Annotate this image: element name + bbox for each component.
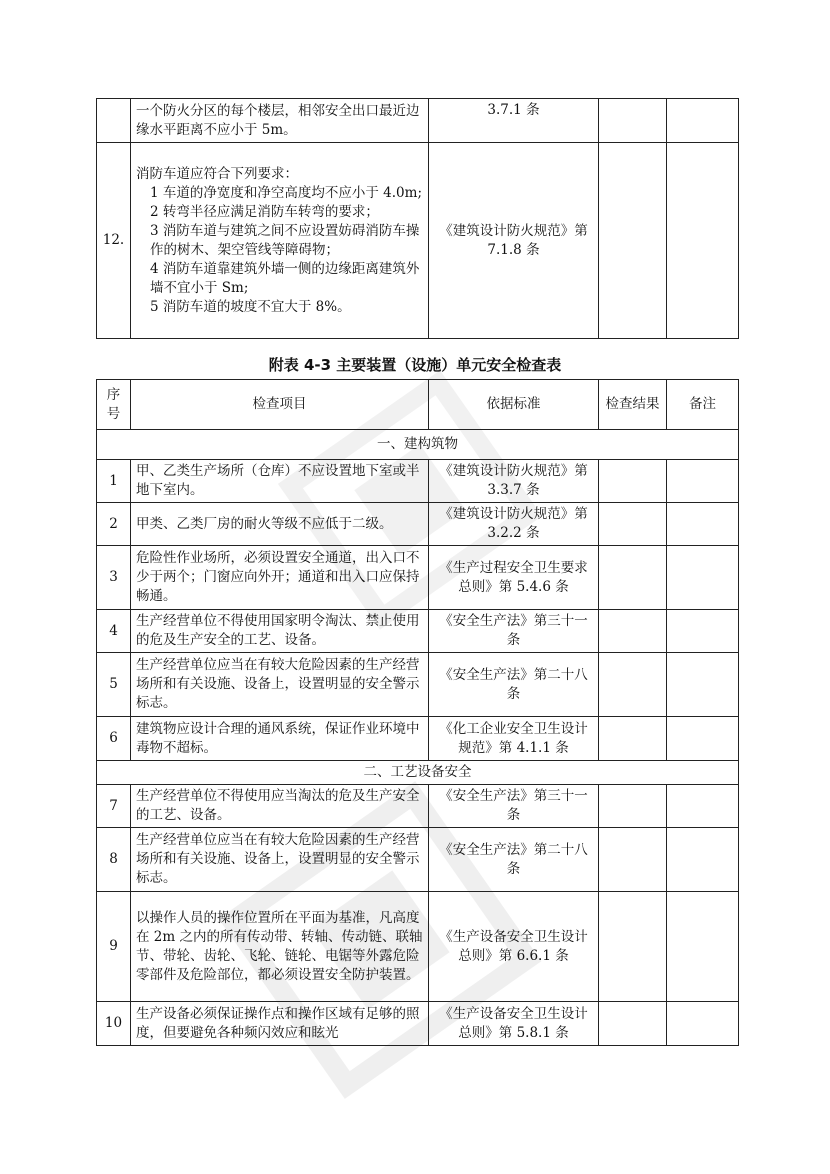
table-row — [97, 460, 739, 503]
standard-ref: 《建筑设计防火规范》第 7.1.8 条 — [429, 143, 599, 339]
section-row — [97, 761, 739, 785]
remark-cell — [667, 99, 739, 143]
remark-cell — [667, 1002, 739, 1046]
header-no: 序号 — [97, 380, 131, 430]
table-row — [97, 546, 739, 610]
check-result-cell — [599, 828, 667, 892]
row-number — [97, 99, 131, 143]
check-item: 生产经营单位不得使用应当淘汰的危及生产安全的工艺、设备。 — [131, 785, 429, 828]
table-row — [97, 610, 739, 653]
check-result-cell — [599, 503, 667, 546]
standard-ref: 《建筑设计防火规范》第 3.2.2 条 — [429, 503, 599, 546]
table-row — [97, 1002, 739, 1046]
row-number: 4 — [97, 610, 131, 653]
remark-cell — [667, 717, 739, 761]
check-result-cell — [599, 785, 667, 828]
table-row — [97, 717, 739, 761]
check-item: 以操作人员的操作位置所在平面为基准，凡高度在 2m 之内的所有传动带、转轴、传动链、联轴节、带轮、齿轮、飞轮、链轮、电锯等外露危险零部件及危险部位，都必须设置安全防护装置。 — [131, 892, 429, 1002]
header-item: 检查项目 — [131, 380, 429, 430]
check-result-cell — [599, 460, 667, 503]
row-number: 12. — [97, 143, 131, 339]
item-line: 4 消防车道靠建筑外墙一侧的边缘距离建筑外墙不宜小于 Sm; — [150, 260, 420, 296]
check-result-cell — [599, 610, 667, 653]
check-item: 生产经营单位应当在有较大危险因素的生产经营场所和有关设施、设备上，设置明显的安全警示标志。 — [131, 828, 429, 892]
row-number: 6 — [97, 717, 131, 761]
row-number: 8 — [97, 828, 131, 892]
continued-check-table — [96, 98, 739, 339]
check-item: 甲类、乙类厂房的耐火等级不应低于二级。 — [131, 503, 429, 546]
check-result-cell — [599, 143, 667, 339]
table-row — [97, 653, 739, 717]
table-row — [97, 143, 739, 339]
table-title: 附表 4-3 主要装置（设施）单元安全检查表 — [268, 356, 562, 374]
row-number: 2 — [97, 503, 131, 546]
table-row — [97, 828, 739, 892]
check-item: 一个防火分区的每个楼层，相邻安全出口最近边缘水平距离不应小于 5m。 — [131, 99, 429, 143]
remark-cell — [667, 610, 739, 653]
item-line: 消防车道应符合下列要求： — [136, 165, 298, 182]
header-result: 检查结果 — [599, 380, 667, 430]
remark-cell — [667, 460, 739, 503]
remark-cell — [667, 546, 739, 610]
header-remark: 备注 — [667, 380, 739, 430]
item-line: 2 转弯半径应满足消防车转弯的要求； — [150, 203, 379, 220]
remark-cell — [667, 143, 739, 339]
standard-ref: 《安全生产法》第二十八条 — [429, 828, 599, 892]
table-row — [97, 99, 739, 143]
standard-ref: 《建筑设计防火规范》第 3.3.7 条 — [429, 460, 599, 503]
standard-ref: 《生产过程安全卫生要求总则》第 5.4.6 条 — [429, 546, 599, 610]
item-line: 3 消防车道与建筑之间不应设置妨碍消防车操作的树木、架空管线等障碍物； — [150, 222, 420, 258]
check-result-cell — [599, 546, 667, 610]
header-standard: 依据标准 — [429, 380, 599, 430]
item-line: 5 消防车道的坡度不宜大于 8%。 — [150, 298, 351, 315]
table-row — [97, 892, 739, 1002]
row-number: 7 — [97, 785, 131, 828]
check-item: 建筑物应设计合理的通风系统，保证作业环境中毒物不超标。 — [131, 717, 429, 761]
section-row — [97, 430, 739, 460]
check-item: 生产经营单位不得使用国家明令淘汰、禁止使用的危及生产安全的工艺、设备。 — [131, 610, 429, 653]
check-result-cell — [599, 653, 667, 717]
remark-cell — [667, 828, 739, 892]
row-number: 5 — [97, 653, 131, 717]
standard-ref: 《安全生产法》第三十一条 — [429, 610, 599, 653]
remark-cell — [667, 503, 739, 546]
standard-ref: 《安全生产法》第二十八条 — [429, 653, 599, 717]
equipment-safety-check-table — [96, 379, 739, 1046]
table-header-row — [97, 380, 739, 430]
standard-ref: 《生产设备安全卫生设计总则》第 5.8.1 条 — [429, 1002, 599, 1046]
remark-cell — [667, 785, 739, 828]
table-row — [97, 503, 739, 546]
section-title: 一、建构筑物 — [97, 430, 739, 460]
check-item: 生产设备必须保证操作点和操作区域有足够的照度，但要避免各种频闪效应和眩光 — [131, 1002, 429, 1046]
row-number: 10 — [97, 1002, 131, 1046]
check-item: 危险性作业场所，必须设置安全通道，出入口不少于两个；门窗应向外开；通道和出入口应保持畅通。 — [131, 546, 429, 610]
remark-cell — [667, 653, 739, 717]
row-number: 9 — [97, 892, 131, 1002]
standard-ref: 《化工企业安全卫生设计规范》第 4.1.1 条 — [429, 717, 599, 761]
check-item — [131, 143, 429, 339]
row-number: 1 — [97, 460, 131, 503]
check-item: 甲、乙类生产场所（仓库）不应设置地下室或半地下室内。 — [131, 460, 429, 503]
item-line: 1 车道的净宽度和净空高度均不应小于 4.0m; — [150, 184, 422, 201]
check-result-cell — [599, 1002, 667, 1046]
row-number: 3 — [97, 546, 131, 610]
standard-ref: 《生产设备安全卫生设计总则》第 6.6.1 条 — [429, 892, 599, 1002]
check-item: 生产经营单位应当在有较大危险因素的生产经营场所和有关设施、设备上，设置明显的安全警示标志。 — [131, 653, 429, 717]
table-row — [97, 785, 739, 828]
check-result-cell — [599, 99, 667, 143]
check-result-cell — [599, 717, 667, 761]
standard-ref: 3.7.1 条 — [429, 99, 599, 143]
check-result-cell — [599, 892, 667, 1002]
standard-ref: 《安全生产法》第三十一条 — [429, 785, 599, 828]
remark-cell — [667, 892, 739, 1002]
section-title: 二、工艺设备安全 — [97, 761, 739, 785]
